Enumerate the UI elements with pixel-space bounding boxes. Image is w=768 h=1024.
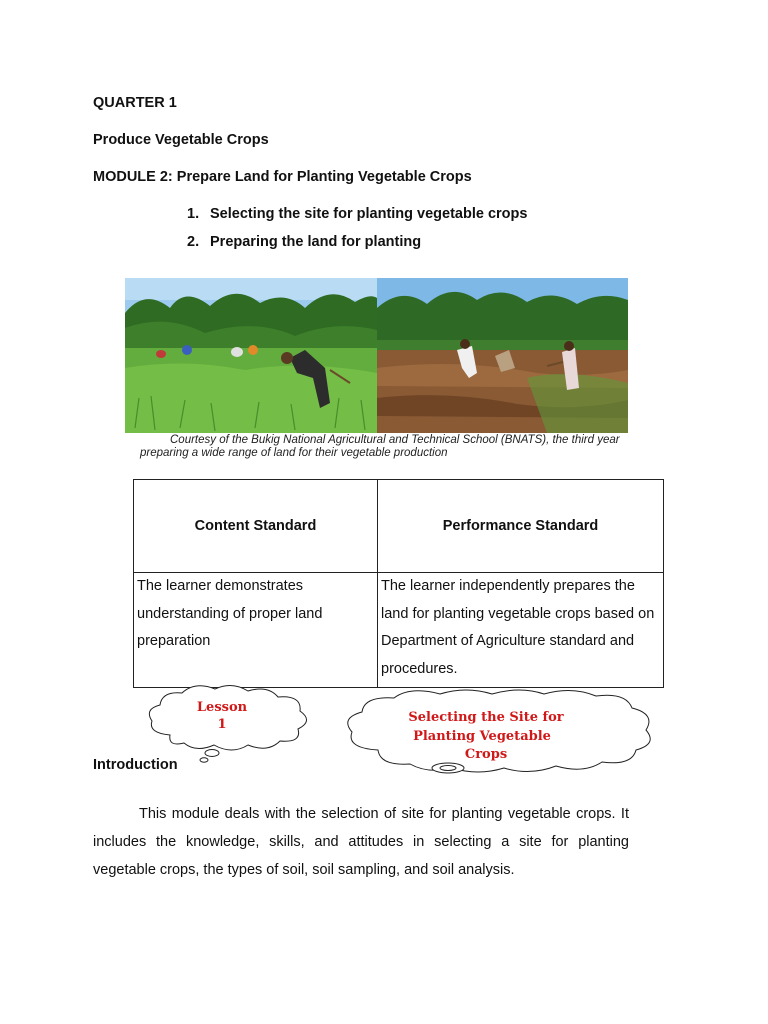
introduction-paragraph — [93, 800, 629, 884]
topic-number: 1. — [187, 206, 200, 222]
performance-standard-cell: The learner independently prepares the land for planting vegetable crops based on Department of Agriculture standard and procedures. — [378, 573, 664, 688]
topic-item-1 — [187, 206, 527, 222]
lesson-title-line-2: Planting Vegetable — [413, 729, 551, 744]
table-header-row — [134, 480, 664, 573]
photo-caption-line-1: Courtesy of the Bukig National Agricultural and Technical School (BNATS), the third year — [170, 434, 620, 446]
introduction-heading: Introduction — [93, 757, 178, 773]
module-heading: MODULE 2: Prepare Land for Planting Vegetable Crops — [93, 169, 472, 185]
lesson-label: Lesson — [196, 700, 248, 715]
photo-weeding-field — [125, 278, 377, 433]
topic-item-2 — [187, 234, 421, 250]
photo-caption-line-2: preparing a wide range of land for their vegetable production — [140, 447, 448, 459]
topic-text: Selecting the site for planting vegetable crops — [210, 206, 528, 222]
quarter-heading: QUARTER 1 — [93, 95, 177, 111]
content-standard-header: Content Standard — [134, 480, 378, 573]
lesson-title-line-3: Crops — [464, 747, 508, 762]
subject-heading: Produce Vegetable Crops — [93, 132, 269, 148]
performance-standard-header: Performance Standard — [378, 480, 664, 573]
photo-tilled-field — [377, 278, 628, 433]
lesson-title-line-1: Selecting the Site for — [408, 710, 564, 725]
table-row — [134, 573, 664, 688]
lesson-number: 1 — [217, 717, 227, 732]
lesson-title-cloud — [340, 688, 658, 780]
field-photos — [125, 278, 628, 433]
standards-table — [133, 479, 664, 688]
content-standard-cell: The learner demonstrates understanding of proper land preparation — [134, 573, 378, 688]
introduction-text: This module deals with the selection of site for planting vegetable crops. It includes the knowledge, skills, and attitudes in selecting a site for planting vegetable crops, the types of soil, soil sampling, and soil analysis. — [93, 806, 629, 878]
lesson-thought-cloud — [140, 683, 320, 765]
topic-number: 2. — [187, 234, 200, 250]
topic-text: Preparing the land for planting — [210, 234, 422, 250]
